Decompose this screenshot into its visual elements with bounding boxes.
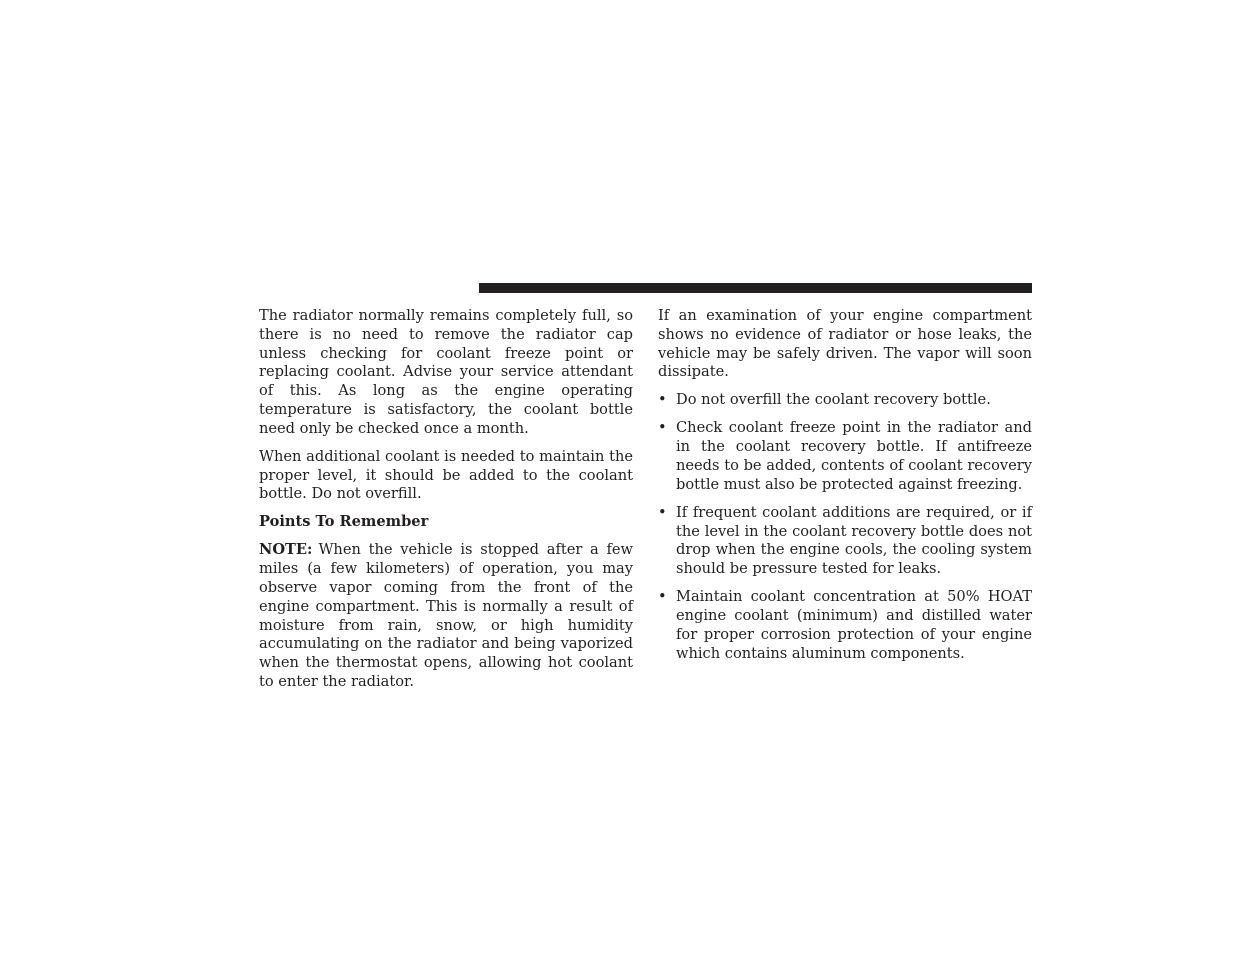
left-column <box>259 307 633 701</box>
additional-coolant-paragraph: When additional coolant is needed to maintain the proper level, it should be added to the coolant bottle. Do not overfill. <box>259 447 633 503</box>
list-item <box>658 504 1032 579</box>
bullet-icon: • <box>658 391 667 409</box>
list-item-text: Check coolant freeze point in the radiator and in the coolant recovery bottle. If antifreeze needs to be added, contents of coolant recovery bottle must also be protected against freezing. <box>676 419 1032 493</box>
radiator-paragraph: The radiator normally remains completely full, so there is no need to remove the radiator cap unless checking for coolant freeze point or replacing coolant. Advise your service attendant of this. As long as the engine operating temperature is satisfactory, the coolant bottle need only be checked once a month. <box>259 307 633 437</box>
header-rule <box>479 283 1032 293</box>
list-item-text: If frequent coolant additions are required, or if the level in the coolant recovery bottle does not drop when the engine cools, the cooling system should be pressure tested for leaks. <box>676 503 1032 578</box>
list-item <box>658 588 1032 663</box>
note-label: NOTE: <box>259 541 313 559</box>
list-item-text: Maintain coolant concentration at 50% HOAT engine coolant (minimum) and distilled water for proper corrosion protection of your engine which contains aluminum components. <box>676 588 1032 662</box>
note-paragraph <box>259 541 633 691</box>
list-item-text: Do not overfill the coolant recovery bottle. <box>676 391 991 409</box>
list-item <box>658 391 1032 410</box>
examination-paragraph: If an examination of your engine compartment shows no evidence of radiator or hose leaks, the vehicle may be safely driven. The vapor will soon dissipate. <box>658 307 1032 381</box>
right-column <box>658 307 1032 672</box>
list-item <box>658 419 1032 494</box>
bullet-icon: • <box>658 419 667 437</box>
section-subheading: Points To Remember <box>259 513 429 531</box>
bullet-icon: • <box>658 588 667 606</box>
note-text: When the vehicle is stopped after a few miles (a few kilometers) of operation, you may observe vapor coming from the front of the engine compartment. This is normally a result of moisture from rain, snow, or high humidity accumulating on the radiator and being vaporized when the thermostat opens, allowing hot coolant to enter the radiator. <box>259 541 633 690</box>
bullet-icon: • <box>658 503 667 521</box>
bullet-list <box>658 391 1032 663</box>
